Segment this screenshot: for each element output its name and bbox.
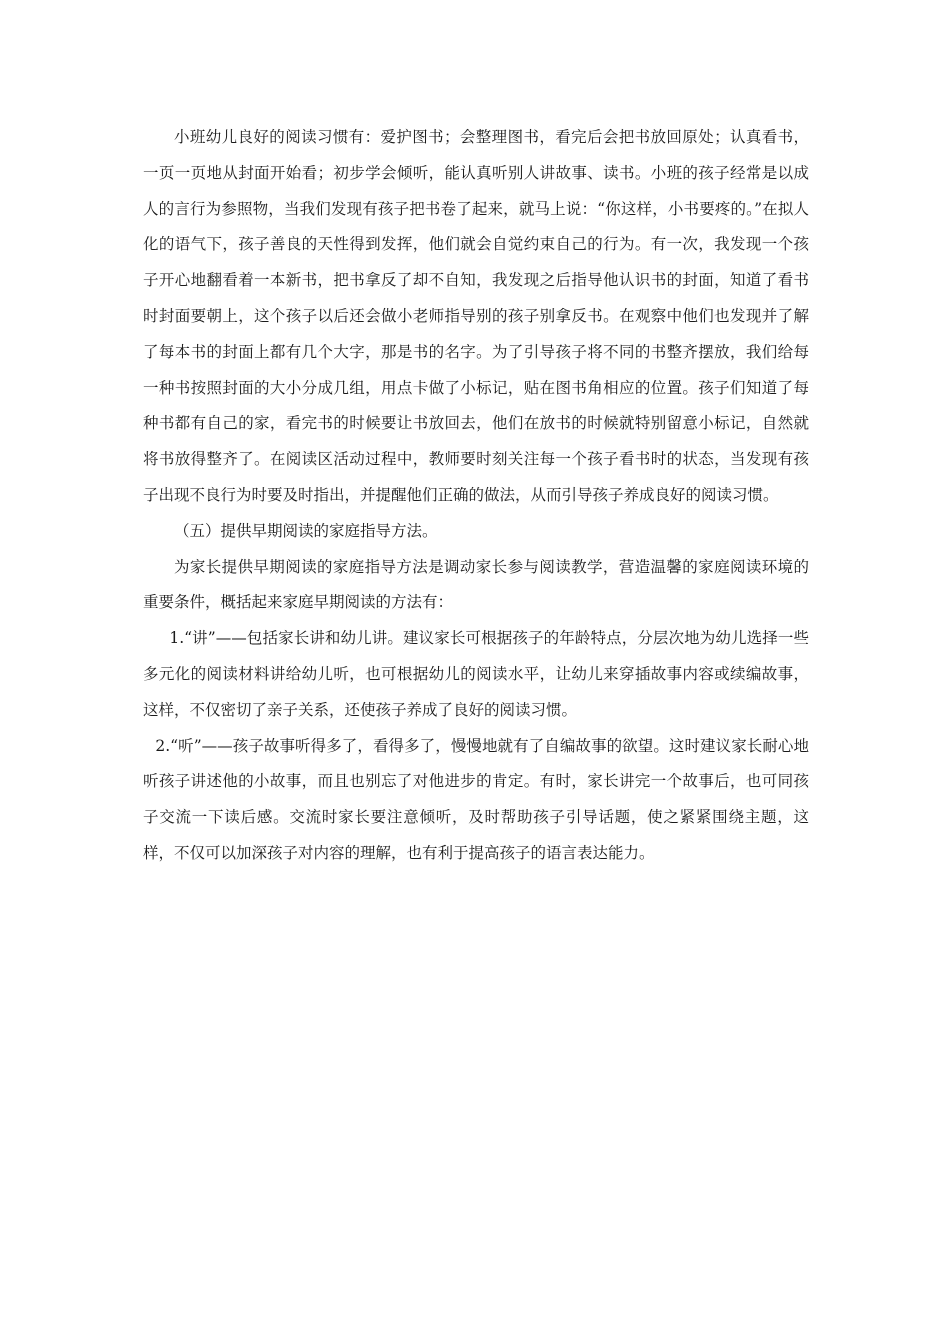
list-item-listen: 2.“听”——孩子故事听得多了，看得多了，慢慢地就有了自编故事的欲望。这时建议家长耐心地听孩子讲述他的小故事，而且也别忘了对他进步的肯定。有时，家长讲完一个故事后，也可同孩子交流一下读后感。交流时家长要注意倾听，及时帮助孩子引导话题，使之紧紧围绕主题，这样，不仅可以加深孩子对内容的理解，也有利于提高孩子的语言表达能力。 (143, 736, 809, 862)
paragraph-reading-habits: 小班幼儿良好的阅读习惯有：爱护图书；会整理图书，看完后会把书放回原处；认真看书，一页一页地从封面开始看；初步学会倾听，能认真听别人讲故事、读书。小班的孩子经常是以成人的言行为参照物，当我们发现有孩子把书卷了起来，就马上说：“你这样，小书要疼的。”在拟人化的语气下，孩子善良的天性得到发挥，他们就会自觉约束自己的行为。有一次，我发现一个孩子开心地翻看着一本新书，把书拿反了却不自知，我发现之后指导他认识书的封面，知道了看书时封面要朝上，这个孩子以后还会做小老师指导别的孩子别拿反书。在观察中他们也发现并了解了每本书的封面上都有几个大字，那是书的名字。为了引导孩子将不同的书整齐摆放，我们给每一种书按照封面的大小分成几组，用点卡做了小标记，贴在图书角相应的位置。孩子们知道了每种书都有自己的家，看完书的时候要让书放回去，他们在放书的时候就特别留意小标记，自然就将书放得整齐了。在阅读区活动过程中，教师要时刻关注每一个孩子看书时的状态，当发现有孩子出现不良行为时要及时指出，并提醒他们正确的做法，从而引导孩子养成良好的阅读习惯。 (143, 128, 809, 504)
paragraph-family-guidance-intro: 为家长提供早期阅读的家庭指导方法是调动家长参与阅读教学，营造温馨的家庭阅读环境的重要条件，概括起来家庭早期阅读的方法有： (143, 557, 809, 612)
list-item-speak: 1.“讲”——包括家长讲和幼儿讲。建议家长可根据孩子的年龄特点，分层次地为幼儿选择一些多元化的阅读材料讲给幼儿听，也可根据幼儿的阅读水平，让幼儿来穿插故事内容或续编故事，这样，不仅密切了亲子关系，还使孩子养成了良好的阅读习惯。 (143, 629, 809, 719)
document-body (143, 120, 809, 872)
section-heading-family-guidance: （五）提供早期阅读的家庭指导方法。 (174, 521, 438, 540)
